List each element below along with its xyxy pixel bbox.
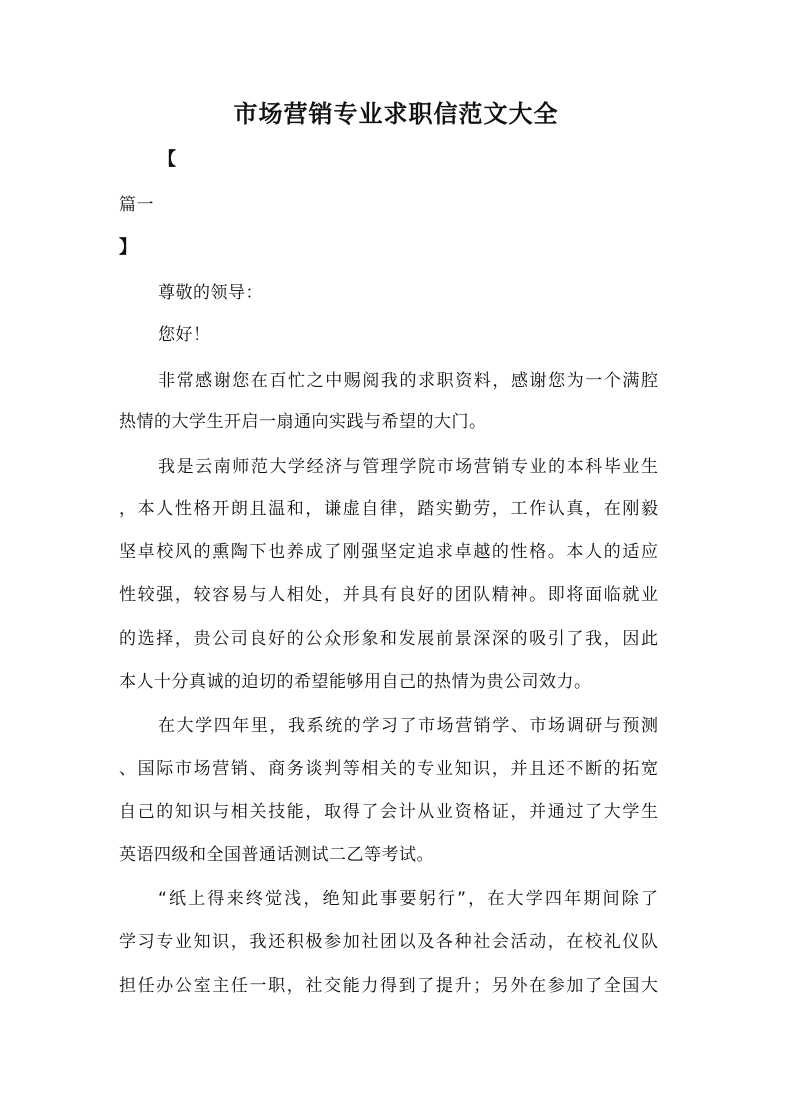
body-line: 在大学四年里，我系统的学习了市场营销学、市场调研与预测: [158, 716, 658, 736]
body-line: 我是云南师范大学经济与管理学院市场营销专业的本科毕业生: [158, 457, 658, 477]
body-line: 性较强，较容易与人相处，并具有良好的团队精神。即将面临就业: [119, 585, 658, 605]
section-open-bracket: 【: [158, 149, 177, 170]
section-close-bracket: 】: [119, 237, 138, 258]
body-line: 自己的知识与相关技能，取得了会计从业资格证，并通过了大学生: [119, 802, 658, 822]
body-line: 热情的大学生开启一扇通向实践与希望的大门。: [119, 412, 487, 432]
salutation: 尊敬的领导：: [158, 283, 263, 303]
body-line: 的选择，贵公司良好的公众形象和发展前景深深的吸引了我，因此: [119, 629, 658, 649]
body-line: 担任办公室主任一职，社交能力得到了提升；另外在参加了全国大: [119, 976, 658, 996]
document-title: 市场营销专业求职信范文大全: [233, 100, 559, 128]
body-line: 学习专业知识，我还积极参加社团以及各种社会活动，在校礼仪队: [119, 932, 658, 952]
body-line: “纸上得来终觉浅，绝知此事要躬行”，在大学四年期间除了: [158, 889, 658, 909]
body-line: 英语四级和全国普通话测试二乙等考试。: [119, 845, 434, 865]
body-line: 坚卓校风的熏陶下也养成了刚强坚定追求卓越的性格。本人的适应: [119, 542, 658, 562]
body-line: 本人十分真诚的迫切的希望能够用自己的热情为贵公司效力。: [119, 672, 592, 692]
section-label: 篇一: [119, 195, 154, 215]
body-line: 非常感谢您在百忙之中赐阅我的求职资料，感谢您为一个满腔: [158, 371, 658, 391]
greeting: 您好！: [158, 325, 211, 345]
body-line: 、国际市场营销、商务谈判等相关的专业知识，并且还不断的拓宽: [119, 759, 658, 779]
body-line: ，本人性格开朗且温和，谦虚自律，踏实勤劳，工作认真，在刚毅: [119, 499, 658, 519]
